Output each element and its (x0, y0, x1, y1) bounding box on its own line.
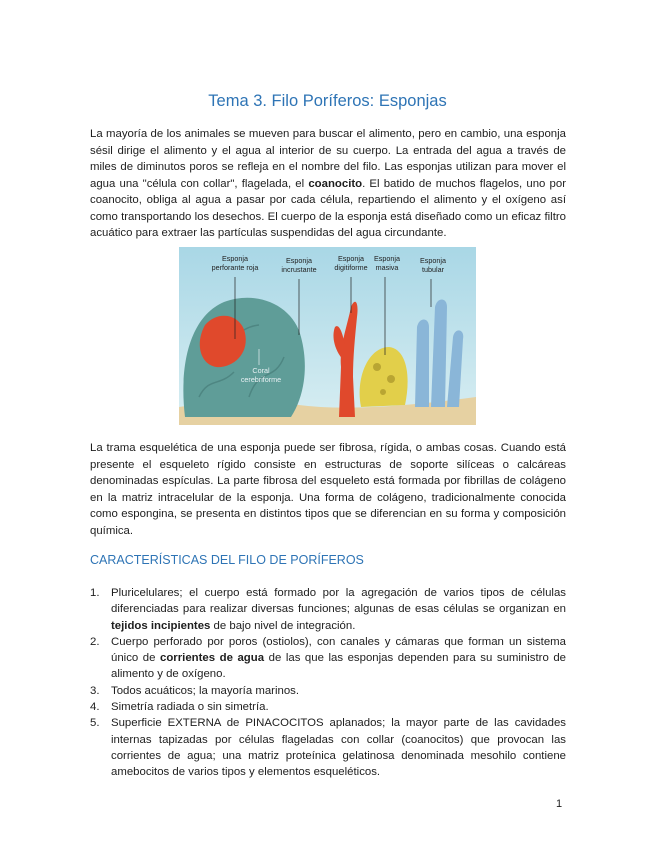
list-item-text: Simetría radiada o sin simetría. (111, 701, 269, 714)
list-item-number: 3. (90, 684, 100, 697)
sponge-illustration (179, 247, 476, 425)
page-title: Tema 3. Filo Poríferos: Esponjas (208, 92, 447, 110)
label-perforante-line2: perforante roja (211, 263, 259, 272)
intro-paragraph (90, 126, 566, 242)
list-item-number: 5. (90, 717, 100, 730)
intro-text-1: La mayoría de los animales se mueven para buscar el alimento, pero en cambio, una esponja sésil dirige el alimento y el agua al interior de su cuerpo. La entrada del agua a través de miles de diminutos poros se refleja en el nombre del filo. Las esponjas utilizan para mover el agua una "célula con collar", flagelada, el (90, 128, 566, 190)
massive-sponge-pore (373, 363, 381, 371)
label-incrustante-line1: Esponja (286, 256, 312, 265)
list-item-bold: tejidos incipientes (111, 619, 211, 632)
list-item (90, 715, 566, 780)
intro-bold-term: coanocito (308, 177, 363, 190)
list-item-text: de bajo nivel de integración. (210, 619, 356, 632)
characteristics-list (90, 585, 566, 781)
sponge-illustration-svg (179, 247, 476, 425)
label-masiva-line1: Esponja (374, 254, 400, 263)
list-item-text: de las que las esponjas dependen para su suministro de alimento y de oxígeno. (111, 652, 566, 681)
list-item (90, 699, 566, 715)
massive-sponge-pore (387, 375, 395, 383)
label-tubular-line2: tubular (422, 265, 444, 274)
intro-text-2: . El batido de muchos flagelos, uno por coanocito, obliga al agua a pasar por cada célula, repartiendo el alimento y el oxígeno así como transportando los desechos. El cuerpo de la esponja está diseñado como un eficaz filtro acuático para extraer las partículas suspendidas del agua circundante. (90, 177, 566, 239)
label-coral-line1: Coral (252, 366, 270, 375)
label-incrustante-line2: incrustante (281, 265, 317, 274)
tubular-sponge-tube (415, 320, 429, 408)
skeleton-paragraph: La trama esquelética de una esponja puede ser fibrosa, rígida, o ambas cosas. Cuando está presente el esqueleto rígido consiste en estructuras de soporte silíceas o calcáreas denominadas espículas. La parte fibrosa del esqueleto está formada por fibrillas de colágeno en la matriz intracelular de la esponja. Una forma de colágeno, tradicionalmente conocida como espongina, se presenta en distintos tipos que se diferencian en su forma y composición química. (90, 442, 566, 537)
list-item-text: Pluricelulares; el cuerpo está formado por la agregación de varios tipos de células diferenciadas para realizar diversas funciones; algunas de esas células se organizan en (111, 587, 566, 616)
list-item-text: Todos acuáticos; la mayoría marinos. (111, 684, 300, 697)
list-item (90, 683, 566, 699)
list-item-number: 2. (90, 635, 100, 648)
list-item-text: Superficie EXTERNA de PINACOCITOS aplanados; la mayor parte de las cavidades internas tapizadas por células flageladas con collar (coanocitos) que provocan las corrientes de agua; una matriz proteínica gelatinosa denominada mesohilo contiene amebocitos de varios tipos y elementos esqueléticos. (111, 717, 566, 779)
label-digitiforme-line2: digitiforme (334, 263, 368, 272)
label-masiva-line2: masiva (375, 263, 399, 272)
label-tubular-line1: Esponja (420, 256, 446, 265)
label-digitiforme-line1: Esponja (338, 254, 364, 263)
list-item (90, 634, 566, 683)
massive-sponge-pore (380, 389, 386, 395)
list-item-text: Cuerpo perforado por poros (ostiolos), con canales y cámaras que forman un sistema único de (111, 635, 566, 665)
list-item-number: 1. (90, 587, 100, 599)
page-number: 1 (556, 798, 563, 810)
section-heading: CARACTERÍSTICAS DEL FILO DE PORÍFEROS (90, 553, 364, 567)
list-item-number: 4. (90, 701, 100, 714)
label-coral-line2: cerebriforme (240, 375, 282, 384)
label-perforante-line1: Esponja (222, 254, 248, 263)
list-item (90, 585, 566, 634)
list-item-bold: corrientes de agua (160, 652, 265, 665)
